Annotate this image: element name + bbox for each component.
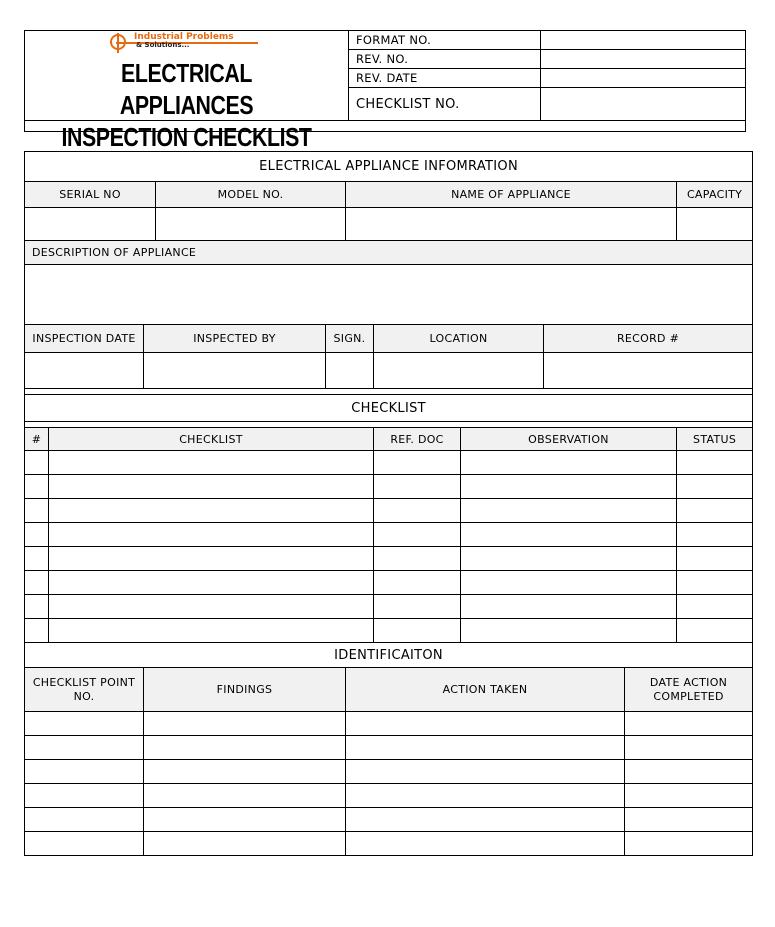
checklist-number-cell[interactable] [25,523,49,547]
checklist-item-cell[interactable] [49,451,374,475]
ident-point-no-cell[interactable] [25,832,144,856]
capacity-field[interactable] [677,208,753,241]
checklist-status-cell[interactable] [677,595,753,619]
model-no-field[interactable] [156,208,346,241]
document-title [54,57,319,153]
checklist-ref-doc-cell[interactable] [374,619,461,643]
checklist-number-cell[interactable] [25,595,49,619]
checklist-ref-doc-cell[interactable] [374,451,461,475]
ident-point-no-cell[interactable] [25,712,144,736]
checklist-ref-doc-cell[interactable] [374,475,461,499]
table-row [25,712,753,736]
location-header: LOCATION [374,325,544,353]
rev-date-label: REV. DATE [349,69,541,88]
title-line-2: INSPECTION CHECKLIST [61,122,312,152]
ident-findings-cell[interactable] [144,712,346,736]
checklist-status-cell[interactable] [677,547,753,571]
checklist-no-label: CHECKLIST NO. [349,88,541,121]
appliance-info-title: ELECTRICAL APPLIANCE INFOMRATION [25,152,753,182]
checklist-col-status: STATUS [677,428,753,451]
checklist-observation-cell[interactable] [461,619,677,643]
description-field[interactable] [25,265,753,325]
checklist-item-cell[interactable] [49,523,374,547]
table-row [25,451,753,475]
sign-header: SIGN. [326,325,374,353]
table-row [25,595,753,619]
checklist-col-checklist: CHECKLIST [49,428,374,451]
rev-no-label: REV. NO. [349,50,541,69]
ident-point-no-cell[interactable] [25,736,144,760]
checklist-item-cell[interactable] [49,475,374,499]
logo-subtext: & Solutions... [136,41,190,49]
checklist-observation-cell[interactable] [461,451,677,475]
document-header [24,30,746,152]
ident-action-taken-cell[interactable] [346,736,625,760]
table-row [25,784,753,808]
table-row [25,736,753,760]
checklist-item-cell[interactable] [49,571,374,595]
checklist-observation-cell[interactable] [461,475,677,499]
checklist-col-observation: OBSERVATION [461,428,677,451]
ident-findings-cell[interactable] [144,808,346,832]
checklist-number-cell[interactable] [25,619,49,643]
format-no-label: FORMAT NO. [349,31,541,50]
checklist-status-cell[interactable] [677,499,753,523]
ident-date-completed-cell[interactable] [625,712,753,736]
checklist-ref-doc-cell[interactable] [374,499,461,523]
title-cell [25,31,349,152]
table-row [25,619,753,643]
checklist-number-cell[interactable] [25,547,49,571]
ident-date-completed-cell[interactable] [625,784,753,808]
table-row [25,760,753,784]
inspected-by-header: INSPECTED BY [144,325,326,353]
checklist-ref-doc-cell[interactable] [374,571,461,595]
checklist-no-value[interactable] [541,88,746,121]
model-no-header: MODEL NO. [156,182,346,208]
ident-date-completed-cell[interactable] [625,760,753,784]
checklist-col-ref-doc: REF. DOC [374,428,461,451]
ident-col-findings: FINDINGS [144,668,346,712]
table-row [25,832,753,856]
ident-col-date-completed: DATE ACTION COMPLETED [625,668,753,712]
inspection-date-field[interactable] [25,353,144,389]
checklist-observation-cell[interactable] [461,547,677,571]
company-logo [110,33,262,53]
inspected-by-field[interactable] [144,353,326,389]
checklist-status-cell[interactable] [677,523,753,547]
ident-action-taken-cell[interactable] [346,784,625,808]
checklist-item-cell[interactable] [49,547,374,571]
checklist-status-cell[interactable] [677,451,753,475]
rev-no-value[interactable] [541,50,746,69]
inspection-form [24,151,753,856]
record-header: RECORD # [544,325,753,353]
inspection-date-header: INSPECTION DATE [25,325,144,353]
checklist-title: CHECKLIST [25,395,753,422]
ident-action-taken-cell[interactable] [346,712,625,736]
checklist-item-cell[interactable] [49,499,374,523]
table-row [25,571,753,595]
sign-field[interactable] [326,353,374,389]
ident-action-taken-cell[interactable] [346,832,625,856]
checklist-rows [25,451,753,643]
appliance-name-field[interactable] [346,208,677,241]
checklist-ref-doc-cell[interactable] [374,595,461,619]
checklist-observation-cell[interactable] [461,571,677,595]
checklist-number-cell[interactable] [25,571,49,595]
checklist-number-cell[interactable] [25,475,49,499]
ident-findings-cell[interactable] [144,736,346,760]
checklist-number-cell[interactable] [25,451,49,475]
ident-date-completed-cell[interactable] [625,832,753,856]
rev-date-value[interactable] [541,69,746,88]
appliance-name-header: NAME OF APPLIANCE [346,182,677,208]
checklist-col-number: # [25,428,49,451]
serial-no-field[interactable] [25,208,156,241]
checklist-ref-doc-cell[interactable] [374,547,461,571]
checklist-status-cell[interactable] [677,475,753,499]
format-no-value[interactable] [541,31,746,50]
table-row [25,808,753,832]
table-row [25,475,753,499]
checklist-observation-cell[interactable] [461,595,677,619]
serial-no-header: SERIAL NO [25,182,156,208]
ident-point-no-cell[interactable] [25,760,144,784]
checklist-observation-cell[interactable] [461,523,677,547]
record-field[interactable] [544,353,753,389]
table-row [25,499,753,523]
table-row [25,547,753,571]
ident-col-point-no: CHECKLIST POINT NO. [25,668,144,712]
identification-rows [25,712,753,856]
ident-date-completed-cell[interactable] [625,736,753,760]
checklist-status-cell[interactable] [677,619,753,643]
checklist-ref-doc-cell[interactable] [374,523,461,547]
identification-title: IDENTIFICAITON [25,643,753,668]
checklist-item-cell[interactable] [49,619,374,643]
ident-col-action-taken: ACTION TAKEN [346,668,625,712]
logo-text: Industrial Problems [134,32,234,42]
description-header: DESCRIPTION OF APPLIANCE [25,241,753,265]
ident-findings-cell[interactable] [144,832,346,856]
capacity-header: CAPACITY [677,182,753,208]
checklist-observation-cell[interactable] [461,499,677,523]
checklist-item-cell[interactable] [49,595,374,619]
title-line-1: ELECTRICAL APPLIANCES [119,58,254,120]
table-row [25,523,753,547]
ident-point-no-cell[interactable] [25,784,144,808]
ident-findings-cell[interactable] [144,760,346,784]
ident-action-taken-cell[interactable] [346,808,625,832]
checklist-status-cell[interactable] [677,571,753,595]
checklist-number-cell[interactable] [25,499,49,523]
ident-findings-cell[interactable] [144,784,346,808]
ident-point-no-cell[interactable] [25,808,144,832]
location-field[interactable] [374,353,544,389]
ident-date-completed-cell[interactable] [625,808,753,832]
ident-action-taken-cell[interactable] [346,760,625,784]
